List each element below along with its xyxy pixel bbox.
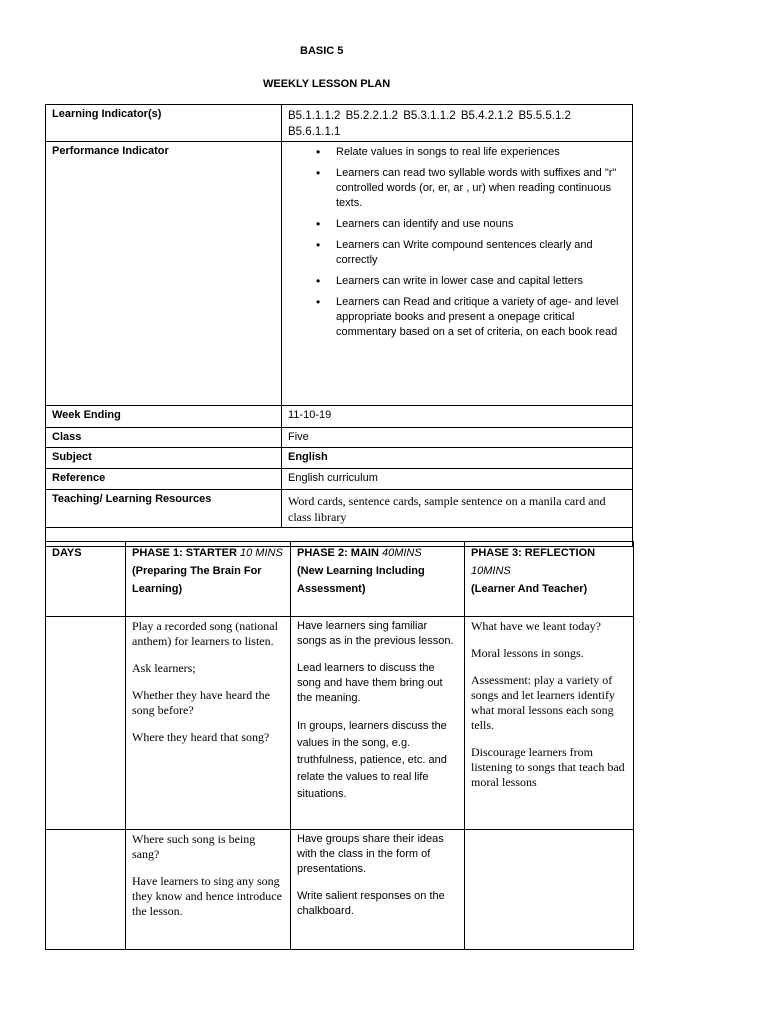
- phase1-time: 10 MINS: [239, 547, 283, 559]
- phase1-activity: Whether they have heard the song before?: [132, 688, 270, 717]
- phase1-cell: [126, 830, 291, 950]
- phase1-activity: Have learners to sing any song they know and hence introduce the lesson.: [132, 874, 282, 918]
- days-cell: [46, 830, 126, 950]
- phases-header-row: [46, 542, 634, 617]
- days-cell: [46, 617, 126, 830]
- phases-row-2: [46, 830, 634, 950]
- phase1-cell: [126, 617, 291, 830]
- phase2-cell: [291, 830, 465, 950]
- phase3-cell: [465, 617, 634, 830]
- phase2-activity: Write salient responses on the chalkboard.: [297, 890, 445, 917]
- performance-item: • Learners can identify and use nouns: [336, 217, 626, 232]
- reference-row: [45, 469, 633, 490]
- performance-item: • Learners can Write compound sentences clearly and correctly: [336, 238, 626, 268]
- phase2-activity: Lead learners to discuss the song and have them bring out the meaning.: [297, 662, 443, 704]
- class-label: Class: [46, 428, 282, 447]
- phase1-header: [126, 542, 291, 617]
- class-row: [45, 428, 633, 448]
- performance-indicator-list: [288, 145, 626, 340]
- phase2-header: [291, 542, 465, 617]
- grade-heading: BASIC 5: [300, 45, 344, 57]
- lesson-phases-table: [45, 541, 634, 950]
- reference-label: Reference: [46, 469, 282, 489]
- phase3-subtitle: (Learner And Teacher): [471, 583, 588, 595]
- performance-item: • Relate values in songs to real life experiences: [336, 145, 626, 160]
- phase1-activity: Play a recorded song (national anthem) for learners to listen.: [132, 619, 278, 648]
- week-ending-value: 11-10-19: [288, 409, 332, 421]
- resources-label: Teaching/ Learning Resources: [46, 490, 282, 527]
- phase2-subtitle: (New Learning Including Assessment): [297, 565, 425, 595]
- phase3-time: 10MINS: [471, 565, 511, 577]
- performance-item: • Learners can Read and critique a variety of age- and level appropriate books and present a onepage critical commentary based on a set of criteria, on each book read: [336, 295, 626, 340]
- phase3-header: [465, 542, 634, 617]
- reference-value: English curriculum: [288, 472, 378, 484]
- phase3-cell: [465, 830, 634, 950]
- phase1-activity: Ask learners;: [132, 661, 196, 675]
- subject-label: Subject: [46, 448, 282, 468]
- phase2-cell: [291, 617, 465, 830]
- subject-row: [45, 448, 633, 469]
- resources-value: Word cards, sentence cards, sample sentence on a manila card and class library: [288, 494, 606, 524]
- phase1-activity: Where such song is being sang?: [132, 832, 256, 861]
- phase2-activity: Have groups share their ideas with the class in the form of presentations.: [297, 833, 444, 875]
- performance-item: • Learners can read two syllable words with suffixes and "r" controlled words (or, er, ar , ur) when reading continuous texts.: [336, 166, 626, 211]
- phase3-activity: What have we leant today?: [471, 619, 601, 633]
- subject-value: English: [288, 451, 328, 463]
- learning-indicator-value: B5.1.1.1.2 B5.2.2.1.2 B5.3.1.1.2 B5.4.2.1.2 B5.5.5.1.2 B5.6.1.1.1: [288, 110, 571, 138]
- week-ending-label: Week Ending: [46, 406, 282, 427]
- phase2-activity: In groups, learners discuss the values in the song, e.g. truthfulness, patience, etc. and relate the values to real life situations.: [297, 720, 447, 800]
- phase2-activity: Have learners sing familiar songs as in the previous lesson.: [297, 620, 454, 647]
- phase3-activity: Assessment: play a variety of songs and let learners identify what moral lessons each song tells.: [471, 673, 615, 732]
- lesson-info-table: [45, 104, 633, 547]
- phase3-activity: Moral lessons in songs.: [471, 646, 584, 660]
- week-ending-row: [45, 406, 633, 428]
- class-value: Five: [288, 431, 309, 443]
- performance-indicator-row: [45, 142, 633, 406]
- days-label: DAYS: [52, 547, 82, 559]
- phase1-title: PHASE 1: STARTER: [132, 547, 237, 559]
- performance-indicator-label: Performance Indicator: [46, 142, 282, 405]
- days-header: [46, 542, 126, 617]
- document-title: WEEKLY LESSON PLAN: [263, 78, 391, 90]
- performance-item: • Learners can write in lower case and capital letters: [336, 274, 626, 289]
- phase3-title: PHASE 3: REFLECTION: [471, 547, 596, 559]
- phase2-title: PHASE 2: MAIN: [297, 547, 379, 559]
- learning-indicator-row: [45, 104, 633, 142]
- phase3-activity: Discourage learners from listening to songs that teach bad moral lessons: [471, 745, 625, 789]
- phase2-time: 40MINS: [381, 547, 422, 559]
- phase1-subtitle: (Preparing The Brain For Learning): [132, 565, 262, 595]
- resources-row: [45, 490, 633, 528]
- performance-indicator-list-cell: [282, 142, 632, 405]
- phases-row-1: [46, 617, 634, 830]
- phase1-activity: Where they heard that song?: [132, 730, 270, 744]
- learning-indicator-label: Learning Indicator(s): [46, 105, 282, 141]
